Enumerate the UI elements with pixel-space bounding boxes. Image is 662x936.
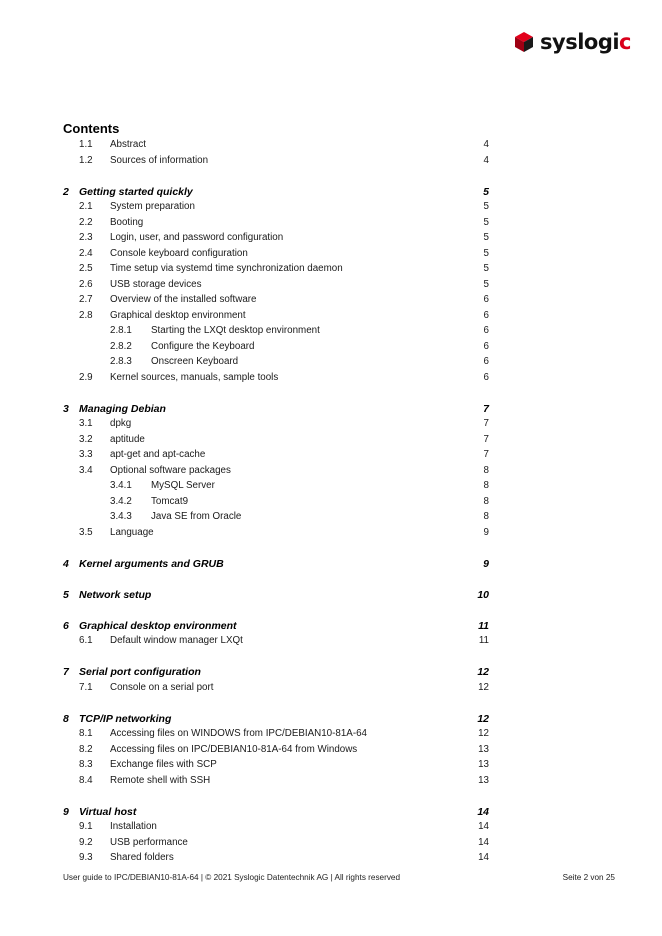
toc-entry-number: 2.5: [79, 263, 93, 274]
toc-entry-number: 3.4.1: [110, 480, 132, 491]
toc-entry-page: 5: [483, 247, 489, 259]
toc-chapter-entry[interactable]: [0, 804, 662, 820]
toc-entry-page: 14: [478, 852, 489, 863]
toc-entry-title: Accessing files on WINDOWS from IPC/DEBIAN10-81A-64: [110, 728, 367, 739]
toc-entry-title: Sources of information: [110, 154, 209, 166]
toc-entry-page: 6: [483, 294, 489, 305]
toc-entry-title: Overview of the installed software: [110, 294, 257, 305]
toc-entry-number: 7: [63, 666, 69, 678]
toc-entry[interactable]: [0, 308, 662, 324]
toc-entry-page: 12: [478, 728, 489, 739]
toc-entry-number: 9.1: [79, 821, 93, 832]
toc-entry[interactable]: [0, 463, 662, 479]
toc-entry-title: TCP/IP networking: [79, 712, 172, 725]
toc-entry[interactable]: [0, 447, 662, 463]
toc-entry-number: 6.1: [79, 635, 93, 646]
toc-entry-title: USB storage devices: [110, 278, 202, 290]
toc-entry-page: 6: [483, 371, 489, 383]
toc-entry-number: 2.7: [79, 294, 93, 305]
toc-entry-number: 9.3: [79, 852, 93, 863]
toc-entry-page: 5: [483, 278, 489, 290]
toc-entry-title: Graphical desktop environment: [79, 619, 237, 632]
toc-entry-number: 2.6: [79, 278, 93, 290]
toc-entry-number: 8: [63, 712, 69, 725]
toc-entry-page: 4: [483, 139, 489, 150]
toc-entry[interactable]: [0, 680, 662, 696]
toc-entry-number: 1.2: [79, 154, 93, 166]
toc-entry-title: Login, user, and password configuration: [110, 232, 284, 243]
toc-entry-number: 3.1: [79, 418, 93, 429]
toc-entry-page: 13: [478, 774, 489, 786]
toc-entry[interactable]: [0, 432, 662, 448]
toc-entry-title: Remote shell with SSH: [110, 774, 211, 786]
toc-entry-title: Accessing files on IPC/DEBIAN10-81A-64 from Windows: [110, 743, 358, 755]
toc-entry-page: 5: [483, 216, 489, 228]
toc-chapter-entry[interactable]: [0, 184, 662, 200]
toc-entry-page: 12: [477, 712, 489, 725]
toc-entry-page: 4: [483, 154, 489, 166]
toc-entry[interactable]: [0, 199, 662, 215]
toc-entry-page: 9: [483, 557, 489, 570]
toc-entry[interactable]: [0, 277, 662, 293]
toc-entry[interactable]: [0, 230, 662, 246]
toc-entry-page: 14: [478, 821, 489, 832]
toc-entry-number: 3.2: [79, 433, 93, 445]
toc-entry-title: Exchange files with SCP: [110, 759, 217, 770]
toc-entry-number: 8.2: [79, 743, 93, 755]
toc-entry[interactable]: [0, 137, 662, 153]
toc-entry-title: Configure the Keyboard: [151, 340, 255, 352]
toc-entry[interactable]: [0, 261, 662, 277]
toc-entry-page: 9: [483, 526, 489, 538]
toc-entry-number: 3.4.3: [110, 511, 132, 522]
toc-entry-title: Graphical desktop environment: [110, 309, 246, 321]
toc-entry[interactable]: [0, 215, 662, 231]
toc-entry[interactable]: [0, 509, 662, 525]
toc-entry-title: aptitude: [110, 433, 145, 445]
toc-entry-page: 5: [483, 232, 489, 243]
toc-entry-number: 2.9: [79, 371, 93, 383]
toc-chapter-entry[interactable]: [0, 711, 662, 727]
toc-entry-title: Console keyboard configuration: [110, 247, 248, 259]
toc-entry-title: Virtual host: [79, 805, 137, 818]
toc-entry-page: 12: [477, 666, 489, 678]
toc-entry-page: 11: [478, 619, 489, 632]
toc-entry-title: System preparation: [110, 201, 195, 212]
toc-entry-number: 8.4: [79, 774, 93, 786]
toc-entry-title: Booting: [110, 216, 144, 228]
toc-entry-title: Console on a serial port: [110, 681, 214, 693]
toc-entry-page: 6: [483, 356, 489, 367]
toc-entry-number: 2.8.2: [110, 340, 132, 352]
toc-entry[interactable]: [0, 323, 662, 339]
toc-entry[interactable]: [0, 850, 662, 866]
toc-entry-title: Default window manager LXQt: [110, 635, 243, 646]
toc-entry[interactable]: [0, 633, 662, 649]
toc-entry-page: 8: [483, 495, 489, 507]
toc-entry-page: 6: [483, 309, 489, 321]
toc-entry[interactable]: [0, 370, 662, 386]
toc-entry-number: 2.8.1: [110, 325, 132, 336]
toc-entry-number: 2.4: [79, 247, 93, 259]
toc-entry[interactable]: [0, 246, 662, 262]
toc-entry[interactable]: [0, 726, 662, 742]
toc-entry-title: USB performance: [110, 836, 188, 848]
toc-entry-number: 2: [63, 185, 69, 198]
toc-entry-title: Language: [110, 526, 154, 538]
toc-entry[interactable]: [0, 416, 662, 432]
toc-chapter-entry[interactable]: [0, 556, 662, 572]
toc-entry-page: 6: [483, 325, 489, 336]
logo-wordmark: syslogic: [540, 30, 631, 54]
toc-entry-page: 5: [483, 263, 489, 274]
toc-entry[interactable]: [0, 339, 662, 355]
toc-entry-title: Installation: [110, 821, 157, 832]
toc-entry-number: 7.1: [79, 681, 93, 693]
toc-chapter-entry[interactable]: [0, 401, 662, 417]
toc-entry-title: Time setup via systemd time synchronization daemon: [110, 263, 343, 274]
toc-entry-title: Kernel sources, manuals, sample tools: [110, 371, 279, 383]
toc-entry[interactable]: [0, 525, 662, 541]
toc-entry-title: Managing Debian: [79, 402, 166, 415]
toc-entry-title: Network setup: [79, 588, 152, 601]
toc-chapter-entry[interactable]: [0, 618, 662, 634]
toc-entry-page: 11: [478, 635, 489, 646]
toc-entry[interactable]: [0, 773, 662, 789]
toc-entry-title: Optional software packages: [110, 464, 231, 476]
toc-entry-number: 9.2: [79, 836, 93, 848]
toc-entry[interactable]: [0, 494, 662, 510]
toc-entry-title: MySQL Server: [151, 480, 215, 491]
toc-entry-title: Java SE from Oracle: [151, 511, 242, 522]
toc-entry-page: 5: [483, 201, 489, 212]
toc-entry-number: 6: [63, 619, 69, 632]
toc-entry-number: 3: [63, 402, 69, 415]
toc-entry-number: 8.1: [79, 728, 93, 739]
toc-entry-number: 4: [63, 557, 69, 570]
toc-entry-number: 2.8.3: [110, 356, 132, 367]
toc-entry-number: 3.4: [79, 464, 93, 476]
toc-entry-title: Shared folders: [110, 852, 174, 863]
toc-entry-page: 6: [483, 340, 489, 352]
toc-chapter-entry[interactable]: [0, 664, 662, 680]
toc-entry-number: 2.2: [79, 216, 93, 228]
toc-entry-page: 13: [478, 743, 489, 755]
toc-entry-page: 10: [477, 588, 489, 601]
toc-entry-page: 8: [483, 511, 489, 522]
toc-entry-page: 12: [478, 681, 489, 693]
toc-entry-page: 5: [483, 185, 489, 198]
toc-entry-number: 8.3: [79, 759, 93, 770]
toc-chapter-entry[interactable]: [0, 587, 662, 603]
toc-entry-number: 2.1: [79, 201, 93, 212]
toc-entry-title: Serial port configuration: [79, 666, 201, 678]
toc-entry-number: 3.4.2: [110, 495, 132, 507]
toc-entry-page: 8: [483, 464, 489, 476]
toc-entry-page: 14: [477, 805, 489, 818]
toc-entry[interactable]: [0, 354, 662, 370]
toc-entry-number: 3.5: [79, 526, 93, 538]
toc-entry[interactable]: [0, 478, 662, 494]
toc-entry-title: Getting started quickly: [79, 185, 193, 198]
toc-entry-title: Abstract: [110, 139, 146, 150]
toc-entry-title: Kernel arguments and GRUB: [79, 557, 224, 570]
footer-copyright: User guide to IPC/DEBIAN10-81A-64 | © 2021 Syslogic Datentechnik AG | All rights reserved: [63, 873, 401, 882]
toc-heading: Contents: [63, 121, 120, 136]
toc-entry-page: 7: [483, 402, 489, 415]
toc-entry[interactable]: [0, 292, 662, 308]
toc-entry-number: 3.3: [79, 449, 93, 460]
toc-entry[interactable]: [0, 835, 662, 851]
toc-entry[interactable]: [0, 742, 662, 758]
toc-entry-title: Tomcat9: [151, 495, 189, 507]
toc-entry-page: 13: [478, 759, 489, 770]
toc-entry-title: apt-get and apt-cache: [110, 449, 206, 460]
toc-entry-page: 7: [483, 418, 489, 429]
toc-entry-number: 5: [63, 588, 69, 601]
toc-entry-page: 14: [478, 836, 489, 848]
toc-entry-title: Onscreen Keyboard: [151, 356, 239, 367]
toc-entry-number: 2.3: [79, 232, 93, 243]
toc-entry-number: 2.8: [79, 309, 93, 321]
footer-page-number: Seite 2 von 25: [562, 873, 615, 882]
toc-entry[interactable]: [0, 757, 662, 773]
toc-entry-page: 7: [483, 449, 489, 460]
toc-entry-title: Starting the LXQt desktop environment: [151, 325, 320, 336]
toc-entry-page: 8: [483, 480, 489, 491]
toc-entry-number: 1.1: [79, 139, 93, 150]
toc-entry[interactable]: [0, 819, 662, 835]
toc-entry-page: 7: [483, 433, 489, 445]
toc-entry-title: dpkg: [110, 418, 132, 429]
toc-entry-number: 9: [63, 805, 69, 818]
toc-entry[interactable]: [0, 153, 662, 169]
